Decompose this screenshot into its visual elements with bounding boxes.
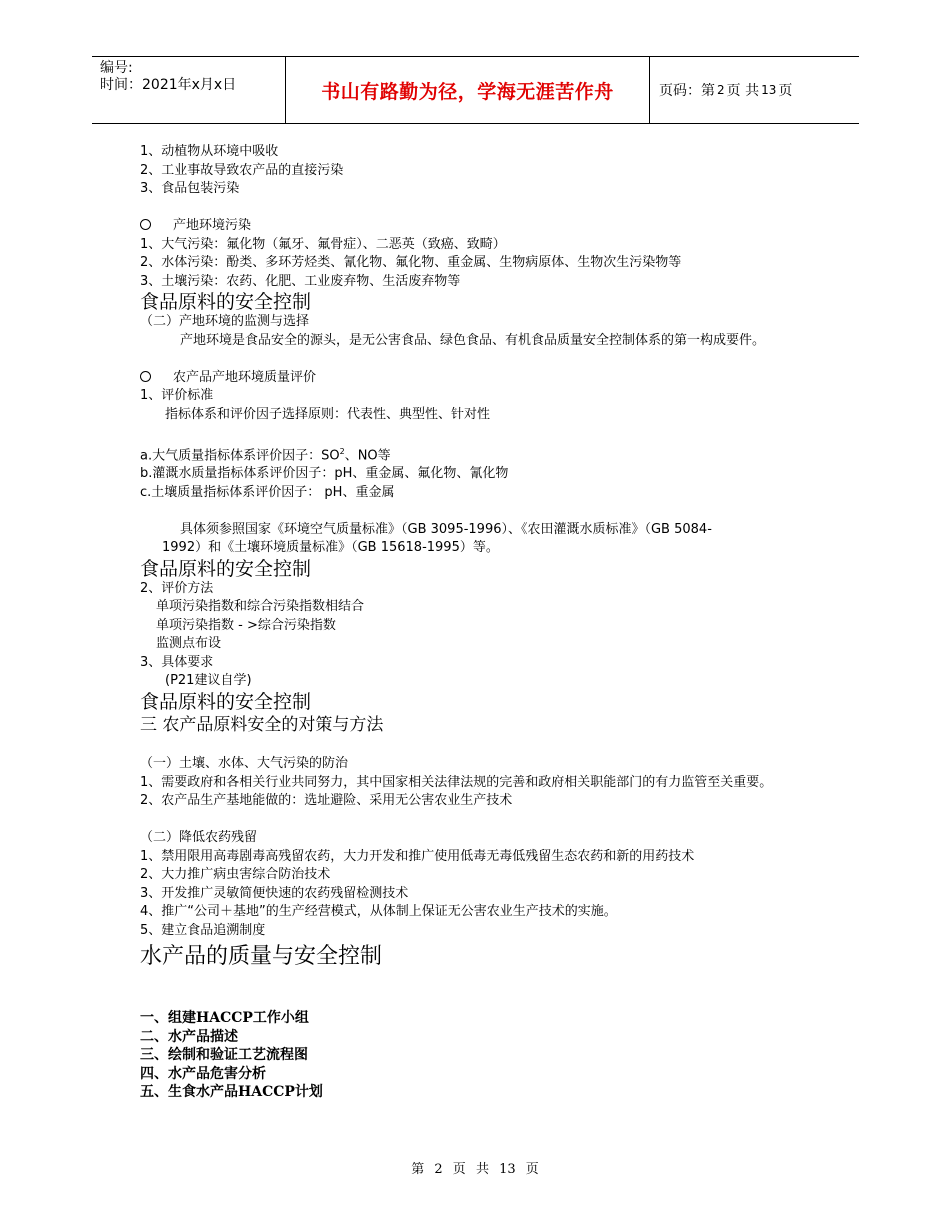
text-line: （一）土壤、水体、大气污染的防治: [140, 756, 349, 772]
text-line: 3、开发推广灵敏简便快速的农药残留检测技术: [140, 885, 409, 901]
text-line: 4、推广“公司＋基地”的生产经营模式，从体制上保证无公害农业生产技术的实施。: [140, 904, 617, 920]
bullet-heading: [140, 217, 840, 236]
chapter-heading: 水产品的质量与安全控制: [140, 944, 383, 970]
circle-bullet-icon: [140, 371, 151, 382]
text-line: 2、农产品生产基地能做的：选址避险、采用无公害农业生产技术: [140, 793, 513, 809]
text-line: 单项污染指数和综合污染指数相结合: [156, 599, 365, 615]
text-line: 3、具体要求: [140, 654, 214, 670]
footer-page-total: 13: [499, 1162, 516, 1177]
text-line: 2、水体污染：酚类、多环芳烃类、氰化物、氟化物、重金属、生物病原体、生物次生污染物等: [140, 255, 682, 270]
text-line: 2、工业事故导致农产品的直接污染: [140, 162, 344, 178]
footer-text: 页: [452, 1162, 466, 1177]
document-body: [140, 143, 840, 1102]
bullet-text: 产地环境污染: [173, 218, 252, 233]
header-page-number: [650, 57, 859, 123]
text-line: 3、土壤污染：农药、化肥、工业废弃物、生活废弃物等: [140, 273, 461, 289]
page-prefix: 页码：第: [659, 83, 715, 99]
text-line: 1、需要政府和各相关行业共同努力，其中国家相关法律法规的完善和政府相关职能部门的有力监管至关重要。: [140, 774, 773, 790]
text-line: 5、建立食品追溯制度: [140, 922, 266, 938]
page-footer: [0, 1158, 950, 1177]
header-meta: [92, 57, 285, 123]
text-line: 1、禁用限用高毒剧毒高残留农药，大力开发和推广使用低毒无毒低残留生态农药和新的用药技术: [140, 848, 695, 864]
text-line: 1、大气污染：氟化物（氟牙、氟骨症）、二恶英（致癌、致畸）: [140, 236, 506, 252]
bullet-text: 农产品产地环境质量评价: [173, 369, 317, 385]
outline-item: 五、生食水产品HACCP计划: [140, 1084, 323, 1101]
code-label: 编号:: [100, 60, 133, 76]
text-line: 1、评价标准: [140, 388, 214, 403]
text-line: 3、食品包装污染: [140, 181, 240, 196]
header-table: [92, 56, 859, 124]
section-heading: 食品原料的安全控制: [140, 690, 312, 713]
text-line: 1、动植物从环境中吸收: [140, 144, 279, 159]
section-heading: 食品原料的安全控制: [140, 291, 312, 313]
header-motto: 书山有路勤为径，学海无涯苦作舟: [285, 57, 650, 123]
outline-item: 二、水产品描述: [140, 1028, 238, 1045]
section-heading: 食品原料的安全控制: [140, 557, 312, 580]
outline-item: 三、绘制和验证工艺流程图: [140, 1047, 308, 1064]
text-line: 2、大力推广病虫害综合防治技术: [140, 867, 331, 883]
text-line: 单项污染指数 - >综合污染指数: [156, 617, 336, 633]
subsection-heading: 三 农产品原料安全的对策与方法: [140, 714, 384, 735]
footer-text: 共: [475, 1162, 489, 1177]
page-current: 2: [717, 83, 725, 97]
bullet-heading: [140, 369, 840, 388]
text-line: 产地环境是食品安全的源头，是无公害食品、绿色食品、有机食品质量安全控制体系的第一构成要件。: [180, 332, 766, 348]
text-line: b.灌溉水质量指标体系评价因子：pH、重金属、氟化物、氰化物: [140, 466, 509, 482]
text-line: 具体须参照国家《环境空气质量标准》（GB 3095-1996）、《农田灌溉水质标准》（GB 5084-: [180, 521, 712, 537]
text-line: （二）产地环境的监测与选择: [140, 314, 310, 329]
text-line: 监测点布设: [156, 636, 222, 652]
footer-text: 页: [525, 1162, 539, 1177]
text-segment: a.大气质量指标体系评价因子：SO: [140, 447, 340, 463]
text-line: 1992）和《土壤环境质量标准》（GB 15618-1995）等。: [162, 540, 499, 556]
superscript: 2: [339, 446, 345, 456]
time-label: 时间：2021年x月x日: [100, 77, 237, 93]
text-segment: 、NO等: [344, 447, 391, 463]
text-line: [140, 443, 840, 466]
text-line: 2、评价方法: [140, 580, 214, 596]
page-suffix: 页: [778, 83, 793, 99]
text-line: (P21建议自学): [165, 673, 252, 689]
page-mid: 页 共: [726, 83, 760, 99]
text-line: 指标体系和评价因子选择原则：代表性、典型性、针对性: [165, 406, 491, 422]
footer-text: 第: [411, 1162, 425, 1177]
text-line: （二）降低农药残留: [140, 830, 258, 846]
outline-item: 一、组建HACCP工作小组: [140, 1010, 309, 1027]
circle-bullet-icon: [140, 219, 151, 230]
page-total: 13: [761, 83, 777, 97]
text-line: c.土壤质量指标体系评价因子： pH、重金属: [140, 484, 395, 500]
footer-page-current: 2: [434, 1162, 443, 1177]
outline-item: 四、水产品危害分析: [140, 1065, 266, 1082]
